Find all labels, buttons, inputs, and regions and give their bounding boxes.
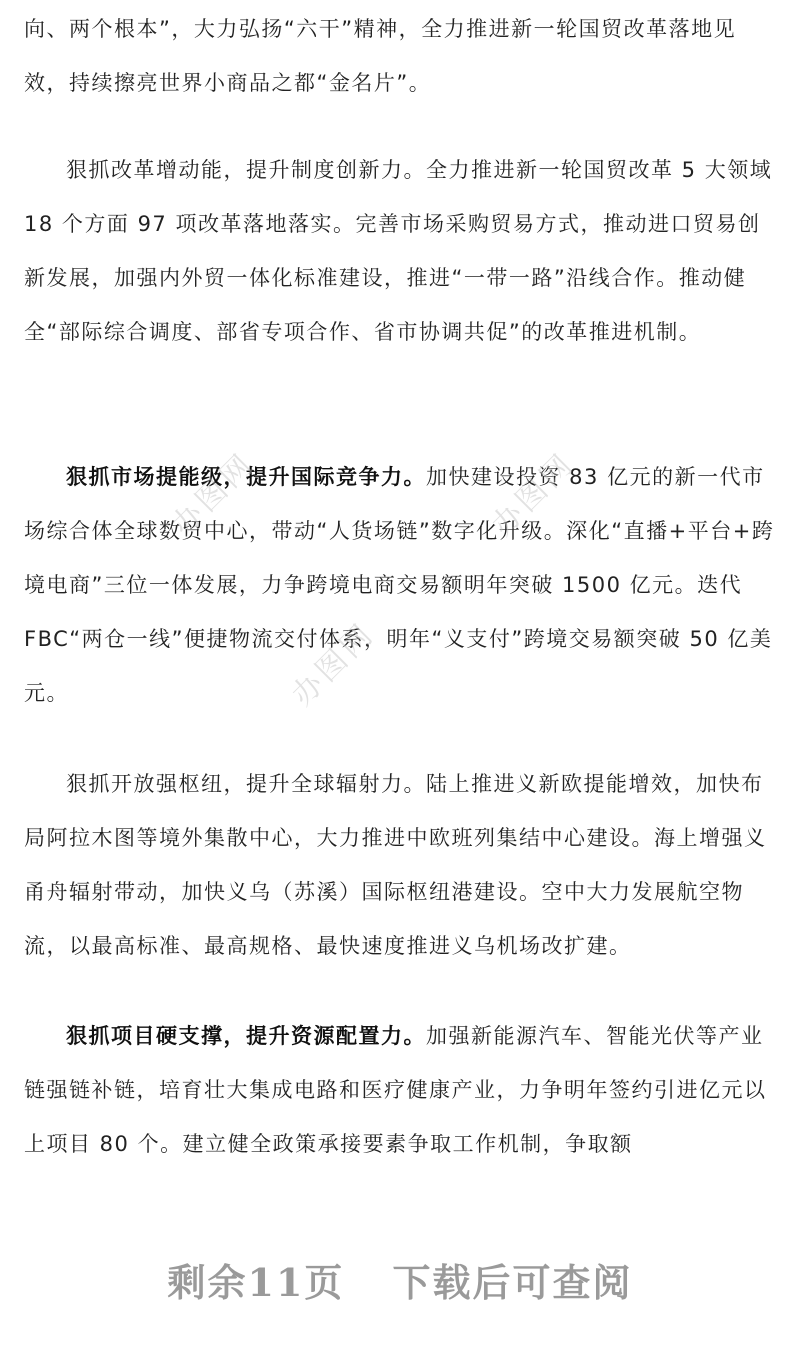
watermark: 办图网	[165, 446, 262, 543]
paragraph-5-lead: 狠抓项目硬支撑，提升资源配置力。	[66, 1024, 426, 1048]
paragraph-1-body: 向、两个根本”，大力弘扬“六干”精神，全力推进新一轮国贸改革落地见效，持续擦亮世界小商品之都“金名片”。	[24, 17, 737, 95]
paragraph-1	[24, 2, 776, 110]
paragraph-3	[24, 450, 776, 720]
paragraph-5-body: 加强新能源汽车、智能光伏等产业链强链补链，培育壮大集成电路和医疗健康产业，力争明年签约引进亿元以上项目 80 个。建立健全政策承接要素争取工作机制，争取额	[24, 1024, 767, 1156]
paragraph-3-lead: 狠抓市场提能级，提升国际竞争力。	[66, 465, 426, 489]
paragraph-2-body: 狠抓改革增动能，提升制度创新力。全力推进新一轮国贸改革 5 大领域 18 个方面 97 项改革落地落实。完善市场采购贸易方式，推动进口贸易创新发展，加强内外贸一体化标准建设，推进“一带一路”沿线合作。推动健全“部际综合调度、部省专项合作、省市协调共促”的改革推进机制。	[24, 158, 773, 344]
paragraph-4	[24, 757, 776, 973]
download-to-view-label: 下载后可查阅	[392, 1260, 633, 1305]
watermark: 办图网	[285, 616, 382, 713]
paragraph-4-body: 狠抓开放强枢纽，提升全球辐射力。陆上推进义新欧提能增效，加快布局阿拉木图等境外集散中心，大力推进中欧班列集结中心建设。海上增强义甬舟辐射带动，加快义乌（苏溪）国际枢纽港建设。空中大力发展航空物流，以最高标准、最高规格、最快速度推进义乌机场改扩建。	[24, 772, 767, 958]
watermark: 办图网	[485, 446, 582, 543]
paragraph-2	[24, 143, 776, 359]
paragraph-3-body: 加快建设投资 83 亿元的新一代市场综合体全球数贸中心，带动“人货场链”数字化升级。深化“直播+平台+跨境电商”三位一体发展，力争跨境电商交易额明年突破 1500 亿元。迭代 FBC“两仓一线”便捷物流交付体系，明年“义支付”跨境交易额突破 50 亿美元。	[24, 465, 775, 705]
paragraph-5	[24, 1009, 776, 1171]
remaining-pages-label: 剩余11页	[167, 1260, 345, 1305]
remaining-pages-notice[interactable]	[0, 1252, 800, 1307]
